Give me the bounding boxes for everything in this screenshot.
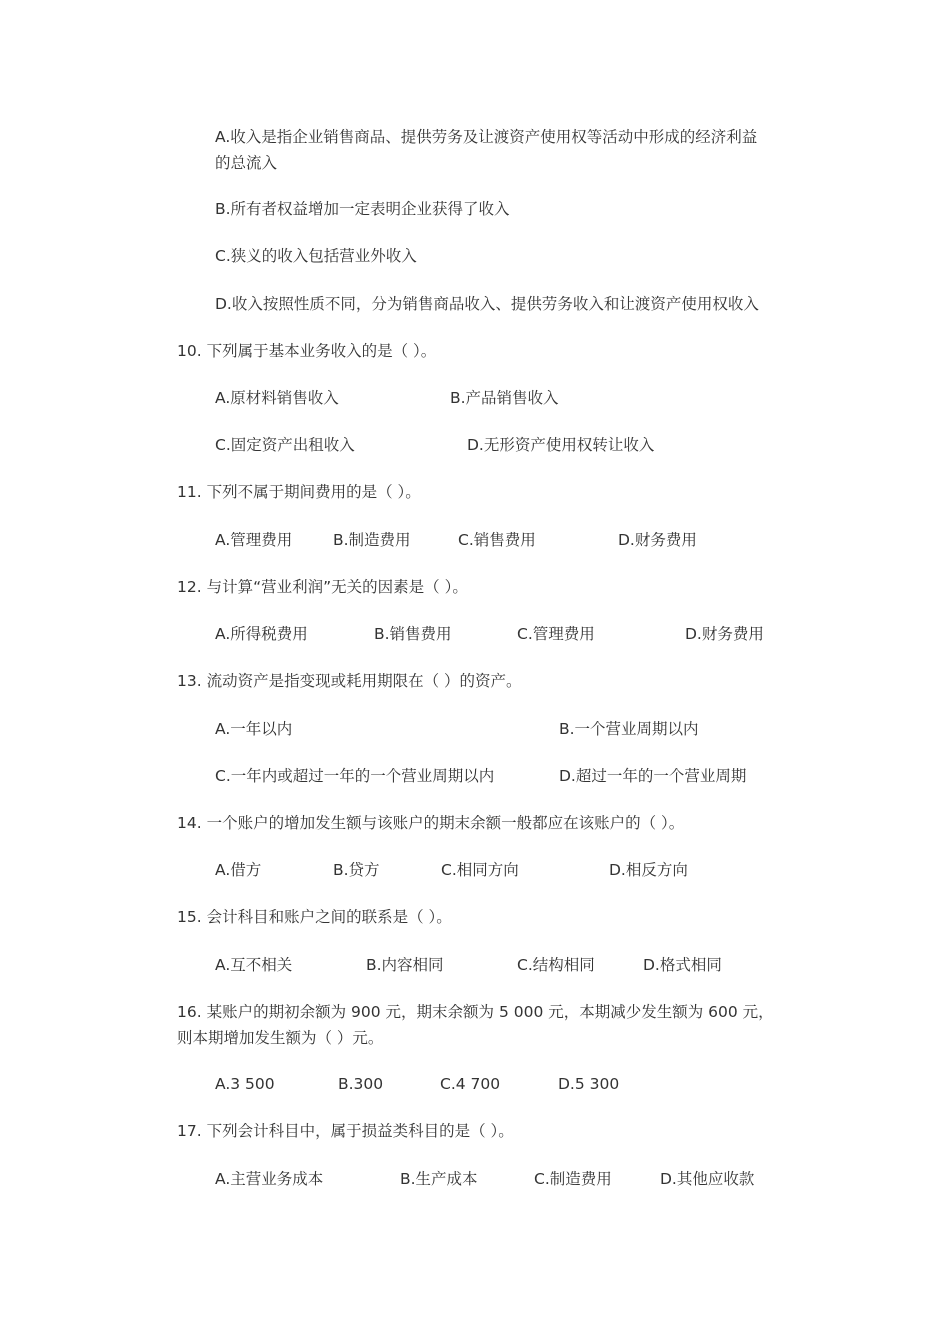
q14-option-b: B.贷方 xyxy=(333,861,380,879)
q13-option-a: A.一年以内 xyxy=(215,720,293,738)
q15-option-c: C.结构相同 xyxy=(517,956,595,974)
q16-stem-line1: 16. 某账户的期初余额为 900 元，期末余额为 5 000 元，本期减少发生额为 600 元， xyxy=(177,1003,774,1021)
q16-option-b: B.300 xyxy=(338,1075,384,1093)
q11-option-b: B.制造费用 xyxy=(333,531,411,549)
q13-option-d: D.超过一年的一个营业周期 xyxy=(559,767,747,785)
q17-option-c: C.制造费用 xyxy=(534,1170,612,1188)
q10-stem: 10. 下列属于基本业务收入的是（ ）。 xyxy=(177,342,437,360)
q15-option-b: B.内容相同 xyxy=(366,956,444,974)
q15-stem: 15. 会计科目和账户之间的联系是（ ）。 xyxy=(177,908,452,926)
q9-option-a-line1: A.收入是指企业销售商品、提供劳务及让渡资产使用权等活动中形成的经济利益 xyxy=(215,128,758,146)
q9-option-a-line2: 的总流入 xyxy=(215,154,278,172)
q16-stem-line2: 则本期增加发生额为（ ）元。 xyxy=(177,1029,384,1047)
q17-option-b: B.生产成本 xyxy=(400,1170,478,1188)
q14-option-a: A.借方 xyxy=(215,861,262,879)
q11-stem: 11. 下列不属于期间费用的是（ ）。 xyxy=(177,483,421,501)
q17-option-d: D.其他应收款 xyxy=(660,1170,755,1188)
q10-option-a: A.原材料销售收入 xyxy=(215,389,339,407)
q9-option-d: D.收入按照性质不同，分为销售商品收入、提供劳务收入和让渡资产使用权收入 xyxy=(215,295,759,313)
q12-option-c: C.管理费用 xyxy=(517,625,595,643)
q15-option-a: A.互不相关 xyxy=(215,956,293,974)
q13-option-c: C.一年内或超过一年的一个营业周期以内 xyxy=(215,767,495,785)
q10-option-b: B.产品销售收入 xyxy=(450,389,559,407)
q11-option-d: D.财务费用 xyxy=(618,531,697,549)
q16-option-d: D.5 300 xyxy=(558,1075,620,1093)
q9-option-b: B.所有者权益增加一定表明企业获得了收入 xyxy=(215,200,510,218)
q13-stem: 13. 流动资产是指变现或耗用期限在（ ）的资产。 xyxy=(177,672,522,690)
q12-stem: 12. 与计算“营业利润”无关的因素是（ ）。 xyxy=(177,578,468,596)
q10-option-c: C.固定资产出租收入 xyxy=(215,436,355,454)
q13-option-b: B.一个营业周期以内 xyxy=(559,720,699,738)
q11-option-a: A.管理费用 xyxy=(215,531,293,549)
q11-option-c: C.销售费用 xyxy=(458,531,536,549)
q15-option-d: D.格式相同 xyxy=(643,956,722,974)
q16-option-c: C.4 700 xyxy=(440,1075,501,1093)
q14-option-c: C.相同方向 xyxy=(441,861,519,879)
q9-option-c: C.狭义的收入包括营业外收入 xyxy=(215,247,417,265)
q14-stem: 14. 一个账户的增加发生额与该账户的期末余额一般都应在该账户的（ ）。 xyxy=(177,814,685,832)
q12-option-b: B.销售费用 xyxy=(374,625,452,643)
q10-option-d: D.无形资产使用权转让收入 xyxy=(467,436,655,454)
q14-option-d: D.相反方向 xyxy=(609,861,688,879)
q17-option-a: A.主营业务成本 xyxy=(215,1170,324,1188)
q12-option-a: A.所得税费用 xyxy=(215,625,308,643)
q17-stem: 17. 下列会计科目中，属于损益类科目的是（ ）。 xyxy=(177,1122,514,1140)
q12-option-d: D.财务费用 xyxy=(685,625,764,643)
q16-option-a: A.3 500 xyxy=(215,1075,275,1093)
